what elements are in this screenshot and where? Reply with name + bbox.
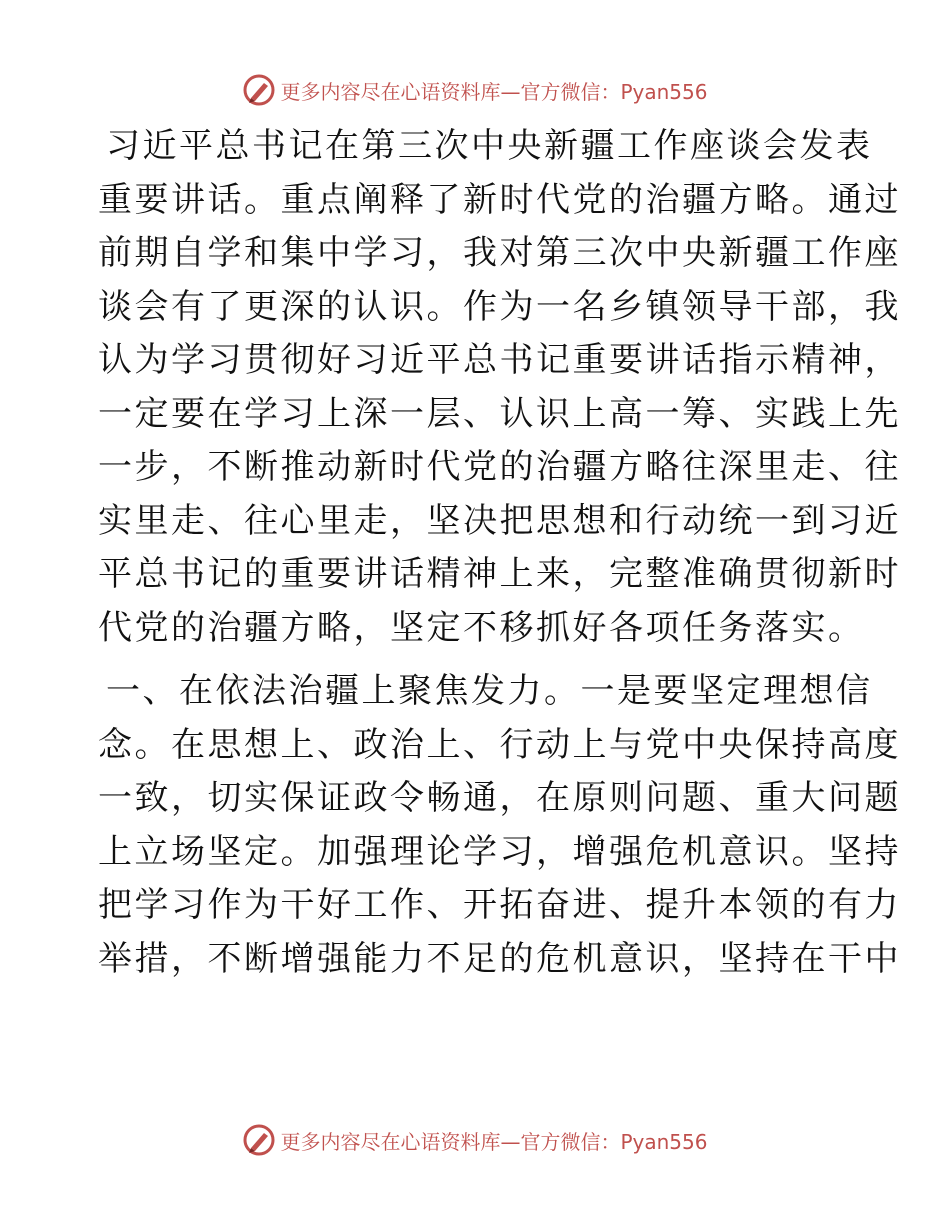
text-line: 认为学习贯彻好习近平总书记重要讲话指示精神，: [98, 340, 901, 380]
text-line: 把学习作为干好工作、开拓奋进、提升本领的有力: [98, 885, 901, 925]
text-line: 实里走、往心里走，坚决把思想和行动统一到习近: [98, 500, 901, 541]
text-line: 一步，不断推动新时代党的治疆方略往深里走、往: [98, 447, 901, 487]
text-line: 念。在思想上、政治上、行动上与党中央保持高度: [98, 724, 901, 765]
text-line: 习近平总书记在第三次中央新疆工作座谈会发表: [106, 126, 873, 166]
header-banner: [0, 70, 950, 110]
text-line: 一致，切实保证政令畅通，在原则问题、重大问题: [98, 778, 901, 818]
pen-logo-icon: [242, 73, 276, 107]
text-line: 举措，不断增强能力不足的危机意识，坚持在干中: [98, 938, 901, 979]
document-body: [98, 120, 901, 986]
text-line: 谈会有了更深的认识。作为一名乡镇领导干部，我: [98, 286, 901, 327]
text-line: 一定要在学习上深一层、认识上高一筹、实践上先: [98, 393, 901, 434]
text-line: 上立场坚定。加强理论学习，增强危机意识。坚持: [98, 831, 901, 872]
text-line: 重要讲话。重点阐释了新时代党的治疆方略。通过: [98, 179, 901, 220]
text-line: 平总书记的重要讲话精神上来，完整准确贯彻新时: [98, 554, 901, 594]
text-line: 一、在依法治疆上聚焦发力。一是要坚定理想信: [106, 671, 873, 711]
header-text: 更多内容尽在心语资料库—官方微信：Pyan556: [280, 79, 708, 104]
pen-logo-icon: [242, 1123, 276, 1157]
paragraph-2: [98, 665, 901, 986]
footer-text: 更多内容尽在心语资料库—官方微信：Pyan556: [280, 1129, 708, 1154]
text-line: 前期自学和集中学习，我对第三次中央新疆工作座: [98, 233, 901, 273]
paragraph-1: [98, 120, 901, 655]
footer-banner: [0, 1120, 950, 1160]
text-line: 代党的治疆方略，坚定不移抓好各项任务落实。: [98, 607, 865, 648]
